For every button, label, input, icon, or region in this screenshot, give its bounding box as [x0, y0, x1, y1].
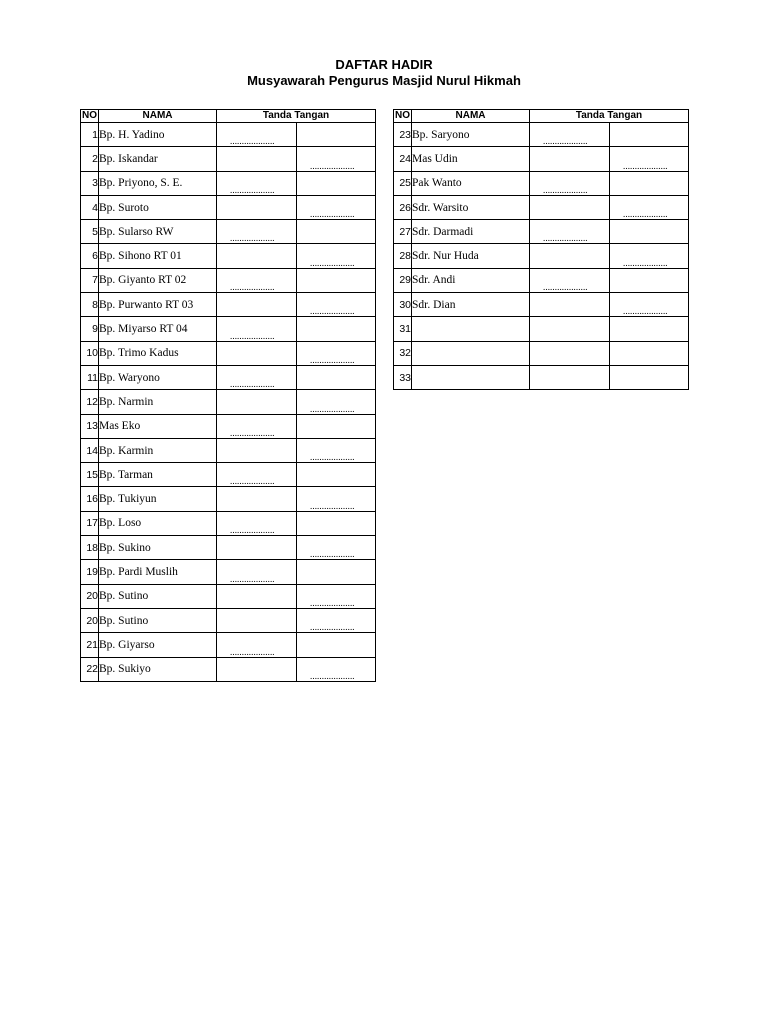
attendee-name: Bp. Saryono [412, 123, 530, 147]
row-number: 20 [81, 608, 99, 632]
table-row [81, 195, 376, 219]
signature-line: ................... [623, 209, 668, 220]
signature-cell-right [297, 390, 376, 414]
signature-cell-left [217, 657, 297, 681]
signature-cell-right [297, 220, 376, 244]
attendee-name: Bp. Giyanto RT 02 [99, 268, 217, 292]
attendee-name: Bp. Sihono RT 01 [99, 244, 217, 268]
signature-cell-right [610, 341, 689, 365]
row-number: 20 [81, 584, 99, 608]
column-header-tanda-tangan: Tanda Tangan [530, 110, 689, 123]
attendee-name: Bp. Suroto [99, 195, 217, 219]
signature-cell-right [610, 365, 689, 389]
signature-cell-left [217, 341, 297, 365]
signature-cell-right [297, 195, 376, 219]
table-row [81, 123, 376, 147]
signature-line: ................... [623, 160, 668, 171]
signature-cell-left [530, 317, 610, 341]
table-row [394, 341, 689, 365]
row-number: 26 [394, 195, 412, 219]
document-subtitle: Musyawarah Pengurus Masjid Nurul Hikmah [247, 73, 521, 88]
signature-line: ................... [310, 500, 355, 511]
row-number: 10 [81, 341, 99, 365]
row-number: 21 [81, 633, 99, 657]
signature-cell-left [217, 268, 297, 292]
table-row [81, 317, 376, 341]
attendee-name: Pak Wanto [412, 171, 530, 195]
row-number: 16 [81, 487, 99, 511]
table-row [394, 317, 689, 341]
signature-cell-right [297, 414, 376, 438]
column-header-no: NO [395, 110, 410, 121]
signature-cell-left [530, 147, 610, 171]
signature-cell-left [217, 195, 297, 219]
signature-cell-left [217, 123, 297, 147]
table-row [394, 195, 689, 219]
signature-cell-right [297, 608, 376, 632]
signature-cell-left [217, 171, 297, 195]
row-number: 5 [81, 220, 99, 244]
table-row [81, 220, 376, 244]
signature-cell-left [217, 293, 297, 317]
signature-cell-right [297, 365, 376, 389]
row-number: 30 [394, 293, 412, 317]
attendee-name: Bp. Sutino [99, 608, 217, 632]
signature-line: ................... [230, 379, 275, 390]
signature-line: ................... [623, 257, 668, 268]
signature-cell-left [530, 268, 610, 292]
row-number: 27 [394, 220, 412, 244]
signature-line: ................... [230, 525, 275, 536]
row-number: 2 [81, 147, 99, 171]
signature-cell-right [610, 195, 689, 219]
signature-line: ................... [543, 136, 588, 147]
attendee-name: Bp. Giyarso [99, 633, 217, 657]
row-number: 32 [394, 341, 412, 365]
table-row [81, 438, 376, 462]
signature-cell-left [217, 560, 297, 584]
table-row [394, 147, 689, 171]
row-number: 23 [394, 123, 412, 147]
signature-line: ................... [543, 282, 588, 293]
column-header-nama: NAMA [412, 110, 530, 123]
signature-cell-left [530, 365, 610, 389]
attendee-name: Bp. Purwanto RT 03 [99, 293, 217, 317]
signature-cell-left [217, 244, 297, 268]
signature-cell-left [217, 147, 297, 171]
signature-line: ................... [310, 452, 355, 463]
row-number: 31 [394, 317, 412, 341]
signature-cell-left [217, 584, 297, 608]
row-number: 8 [81, 293, 99, 317]
attendee-name: Bp. Tarman [99, 463, 217, 487]
table-row [81, 608, 376, 632]
signature-cell-left [217, 438, 297, 462]
table-row [81, 584, 376, 608]
signature-cell-left [530, 171, 610, 195]
signature-cell-right [297, 317, 376, 341]
table-row [81, 268, 376, 292]
signature-cell-right [297, 438, 376, 462]
signature-cell-right [610, 293, 689, 317]
row-number: 3 [81, 171, 99, 195]
attendee-name: Sdr. Andi [412, 268, 530, 292]
attendee-name: Bp. H. Yadino [99, 123, 217, 147]
table-row [81, 414, 376, 438]
attendee-name: Bp. Trimo Kadus [99, 341, 217, 365]
row-number: 13 [81, 414, 99, 438]
signature-cell-right [297, 511, 376, 535]
row-number: 4 [81, 195, 99, 219]
attendee-name: Mas Udin [412, 147, 530, 171]
row-number: 1 [81, 123, 99, 147]
signature-line: ................... [230, 330, 275, 341]
signature-cell-left [217, 536, 297, 560]
table-row [81, 560, 376, 584]
attendee-name: Bp. Sukiyo [99, 657, 217, 681]
table-row [81, 536, 376, 560]
attendee-name: Bp. Tukiyun [99, 487, 217, 511]
table-row [81, 365, 376, 389]
attendee-name: Sdr. Warsito [412, 195, 530, 219]
signature-line: ................... [543, 184, 588, 195]
signature-line: ................... [310, 597, 355, 608]
attendee-name: Bp. Pardi Muslih [99, 560, 217, 584]
signature-cell-left [217, 633, 297, 657]
signature-cell-right [297, 341, 376, 365]
signature-line: ................... [310, 354, 355, 365]
signature-cell-left [217, 220, 297, 244]
table-row [394, 220, 689, 244]
signature-line: ................... [623, 306, 668, 317]
row-number: 18 [81, 536, 99, 560]
signature-cell-right [297, 147, 376, 171]
row-number: 6 [81, 244, 99, 268]
signature-cell-right [297, 293, 376, 317]
signature-cell-left [217, 463, 297, 487]
attendee-name: Bp. Priyono, S. E. [99, 171, 217, 195]
signature-cell-right [297, 584, 376, 608]
signature-cell-right [610, 268, 689, 292]
attendee-name: Bp. Sukino [99, 536, 217, 560]
column-header-tanda-tangan: Tanda Tangan [217, 110, 376, 123]
signature-cell-right [297, 487, 376, 511]
table-row [81, 171, 376, 195]
signature-cell-right [610, 147, 689, 171]
table-row [81, 390, 376, 414]
signature-cell-right [610, 123, 689, 147]
table-row [394, 171, 689, 195]
table-row [394, 268, 689, 292]
signature-cell-left [530, 341, 610, 365]
signature-cell-left [217, 414, 297, 438]
signature-line: ................... [230, 573, 275, 584]
attendee-name: Bp. Miyarso RT 04 [99, 317, 217, 341]
attendee-name [412, 365, 530, 389]
signature-line: ................... [310, 257, 355, 268]
signature-line: ................... [543, 233, 588, 244]
row-number: 22 [81, 657, 99, 681]
signature-cell-right [297, 536, 376, 560]
table-row [394, 365, 689, 389]
attendance-table-right [393, 109, 689, 390]
signature-cell-left [217, 608, 297, 632]
attendee-name [412, 341, 530, 365]
attendee-name: Bp. Loso [99, 511, 217, 535]
signature-cell-right [297, 244, 376, 268]
attendee-name: Bp. Sutino [99, 584, 217, 608]
attendee-name: Sdr. Darmadi [412, 220, 530, 244]
table-row [81, 657, 376, 681]
signature-line: ................... [230, 476, 275, 487]
table-row [81, 293, 376, 317]
attendee-name: Bp. Iskandar [99, 147, 217, 171]
signature-cell-right [610, 171, 689, 195]
signature-cell-right [297, 171, 376, 195]
table-row [81, 244, 376, 268]
signature-line: ................... [310, 622, 355, 633]
signature-cell-left [217, 365, 297, 389]
table-row [81, 487, 376, 511]
row-number: 9 [81, 317, 99, 341]
signature-line: ................... [310, 549, 355, 560]
attendance-table-left [80, 109, 376, 682]
signature-line: ................... [310, 209, 355, 220]
column-header-no: NO [82, 110, 97, 121]
signature-cell-right [610, 220, 689, 244]
row-number: 33 [394, 365, 412, 389]
signature-cell-left [530, 220, 610, 244]
attendee-name: Bp. Karmin [99, 438, 217, 462]
table-row [394, 123, 689, 147]
signature-line: ................... [310, 670, 355, 681]
table-row [81, 341, 376, 365]
table-row [394, 293, 689, 317]
attendee-name: Sdr. Dian [412, 293, 530, 317]
signature-line: ................... [230, 646, 275, 657]
signature-line: ................... [230, 427, 275, 438]
table-row [394, 244, 689, 268]
signature-cell-right [297, 268, 376, 292]
row-number: 7 [81, 268, 99, 292]
signature-cell-left [217, 511, 297, 535]
signature-cell-left [217, 390, 297, 414]
signature-line: ................... [310, 403, 355, 414]
attendee-name: Bp. Sularso RW [99, 220, 217, 244]
signature-cell-right [297, 560, 376, 584]
table-row [81, 511, 376, 535]
row-number: 25 [394, 171, 412, 195]
row-number: 11 [81, 365, 99, 389]
attendee-name: Bp. Narmin [99, 390, 217, 414]
signature-cell-left [217, 487, 297, 511]
table-row [81, 147, 376, 171]
signature-line: ................... [230, 136, 275, 147]
signature-cell-left [530, 195, 610, 219]
row-number: 29 [394, 268, 412, 292]
row-number: 14 [81, 438, 99, 462]
signature-cell-left [530, 244, 610, 268]
signature-line: ................... [230, 184, 275, 195]
signature-line: ................... [230, 233, 275, 244]
row-number: 28 [394, 244, 412, 268]
signature-cell-right [297, 633, 376, 657]
signature-cell-right [297, 463, 376, 487]
row-number: 12 [81, 390, 99, 414]
signature-line: ................... [230, 282, 275, 293]
table-row [81, 633, 376, 657]
document-title: DAFTAR HADIR [335, 57, 433, 72]
table-row [81, 463, 376, 487]
row-number: 17 [81, 511, 99, 535]
signature-cell-right [297, 123, 376, 147]
signature-cell-left [217, 317, 297, 341]
signature-cell-right [610, 244, 689, 268]
column-header-nama: NAMA [99, 110, 217, 123]
attendee-name [412, 317, 530, 341]
signature-cell-left [530, 123, 610, 147]
attendee-name: Mas Eko [99, 414, 217, 438]
signature-line: ................... [310, 160, 355, 171]
signature-cell-left [530, 293, 610, 317]
signature-cell-right [610, 317, 689, 341]
attendee-name: Sdr. Nur Huda [412, 244, 530, 268]
row-number: 24 [394, 147, 412, 171]
signature-cell-right [297, 657, 376, 681]
attendee-name: Bp. Waryono [99, 365, 217, 389]
row-number: 19 [81, 560, 99, 584]
row-number: 15 [81, 463, 99, 487]
signature-line: ................... [310, 306, 355, 317]
